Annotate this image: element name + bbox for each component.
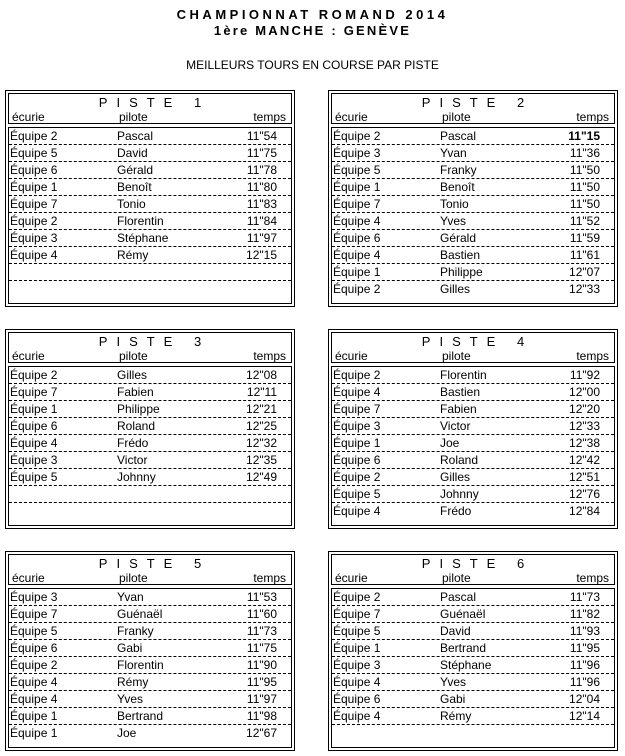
time-cell: 11"82 (569, 607, 600, 621)
table-row (9, 503, 291, 520)
column-driver-header: pilote (442, 110, 471, 124)
time-cell: 12"76 (569, 487, 600, 501)
time-cell: 11"50 (569, 163, 600, 177)
table-row (332, 196, 614, 213)
driver-cell: Bastien (440, 385, 481, 399)
time-cell: 11"80 (246, 180, 277, 194)
team-cell: Équipe 6 (333, 453, 381, 467)
team-cell: Équipe 6 (333, 231, 381, 245)
table-row (332, 213, 614, 230)
table-row (332, 367, 614, 384)
driver-cell: Philippe (440, 265, 483, 279)
team-cell: Équipe 6 (10, 163, 58, 177)
section-title: MEILLEURS TOURS EN COURSE PAR PISTE (186, 58, 439, 72)
team-cell: Équipe 7 (333, 402, 381, 416)
table-row (9, 213, 291, 230)
driver-cell: Joe (117, 726, 137, 740)
driver-cell: Roland (117, 419, 156, 433)
time-cell: 11"95 (246, 675, 277, 689)
piste-panel-2 (328, 90, 618, 307)
driver-cell: Philippe (117, 402, 160, 416)
driver-cell: Pascal (440, 590, 477, 604)
table-row (332, 401, 614, 418)
driver-cell: Florentin (440, 368, 487, 382)
driver-cell: Gabi (440, 692, 466, 706)
driver-cell: Florentin (117, 214, 164, 228)
column-driver-header: pilote (119, 571, 148, 585)
table-row (9, 708, 291, 725)
time-cell: 12"84 (569, 504, 600, 518)
team-cell: Équipe 7 (10, 197, 58, 211)
time-cell: 12"07 (569, 265, 600, 279)
table-row (332, 606, 614, 623)
time-cell: 11"97 (246, 692, 277, 706)
team-cell: Équipe 1 (10, 402, 58, 416)
driver-cell: Gabi (117, 641, 143, 655)
table-row (9, 281, 291, 298)
time-cell: 12"08 (246, 368, 277, 382)
table-row (332, 145, 614, 162)
driver-cell: Rémy (440, 709, 472, 723)
table-row (332, 469, 614, 486)
driver-cell: Bertrand (440, 641, 487, 655)
team-cell: Équipe 2 (10, 658, 58, 672)
driver-cell: Gilles (440, 282, 471, 296)
column-team-header: écurie (335, 349, 368, 363)
team-cell: Équipe 2 (333, 282, 381, 296)
piste-title: PISTE 5 (98, 556, 211, 571)
table-row (332, 179, 614, 196)
time-cell: 12"14 (569, 709, 600, 723)
team-cell: Équipe 2 (333, 470, 381, 484)
table-row (332, 623, 614, 640)
time-cell: 11"75 (246, 146, 277, 160)
page-title: CHAMPIONNAT ROMAND 2014 (176, 7, 449, 22)
team-cell: Équipe 5 (10, 470, 58, 484)
table-row (332, 384, 614, 401)
time-cell: 11"98 (246, 709, 277, 723)
piste-table-body (8, 588, 292, 748)
table-row (332, 486, 614, 503)
table-row (9, 452, 291, 469)
driver-cell: Yvan (440, 146, 467, 160)
time-cell: 12"00 (569, 385, 600, 399)
table-row (9, 691, 291, 708)
driver-cell: Yvan (117, 590, 144, 604)
table-row (332, 691, 614, 708)
column-driver-header: pilote (119, 110, 148, 124)
table-row (332, 162, 614, 179)
driver-cell: Yves (440, 214, 467, 228)
time-cell: 11"52 (569, 214, 600, 228)
time-cell: 11"95 (569, 641, 600, 655)
team-cell: Équipe 7 (333, 607, 381, 621)
column-time-header: temps (576, 349, 609, 363)
piste-table-body (8, 127, 292, 304)
time-cell: 11"75 (246, 641, 277, 655)
time-cell: 11"54 (246, 129, 277, 143)
driver-cell: Johnny (117, 470, 156, 484)
time-cell: 12"21 (246, 402, 277, 416)
driver-cell: Franky (440, 163, 477, 177)
team-cell: Équipe 5 (333, 163, 381, 177)
table-row (332, 435, 614, 452)
table-row (9, 196, 291, 213)
driver-cell: David (440, 624, 471, 638)
table-row (9, 230, 291, 247)
time-cell: 11"97 (246, 231, 277, 245)
driver-cell: David (117, 146, 148, 160)
driver-cell: Gilles (440, 470, 471, 484)
piste-title: PISTE 4 (421, 334, 534, 349)
driver-cell: Fabien (440, 402, 477, 416)
column-team-header: écurie (335, 571, 368, 585)
time-cell: 12"20 (569, 402, 600, 416)
piste-title: PISTE 3 (98, 334, 211, 349)
time-cell: 12"32 (246, 436, 277, 450)
column-time-header: temps (253, 349, 286, 363)
time-cell: 11"92 (569, 368, 600, 382)
team-cell: Équipe 4 (333, 214, 381, 228)
team-cell: Équipe 4 (333, 248, 381, 262)
team-cell: Équipe 4 (333, 504, 381, 518)
team-cell: Équipe 1 (333, 641, 381, 655)
column-driver-header: pilote (442, 571, 471, 585)
team-cell: Équipe 6 (10, 419, 58, 433)
time-cell: 12"49 (246, 470, 277, 484)
driver-cell: Benoît (117, 180, 152, 194)
column-time-header: temps (576, 571, 609, 585)
table-row (332, 418, 614, 435)
table-row (9, 418, 291, 435)
time-cell: 11"50 (569, 197, 600, 211)
time-cell: 11"90 (246, 658, 277, 672)
driver-cell: Stéphane (117, 231, 169, 245)
time-cell: 11"59 (569, 231, 600, 245)
team-cell: Équipe 1 (333, 265, 381, 279)
team-cell: Équipe 1 (10, 180, 58, 194)
table-row (332, 247, 614, 264)
table-row (9, 384, 291, 401)
piste-panel-4 (328, 329, 618, 529)
table-row (9, 606, 291, 623)
time-cell: 12"51 (569, 470, 600, 484)
driver-cell: Yves (117, 692, 144, 706)
driver-cell: Guénaël (440, 607, 486, 621)
piste-title: PISTE 1 (98, 95, 211, 110)
time-cell: 11"53 (246, 590, 277, 604)
driver-cell: Victor (117, 453, 148, 467)
column-driver-header: pilote (119, 349, 148, 363)
team-cell: Équipe 3 (10, 590, 58, 604)
piste-panel-5 (5, 551, 295, 751)
driver-cell: Guénaël (117, 607, 163, 621)
table-row (9, 486, 291, 503)
driver-cell: Stéphane (440, 658, 492, 672)
team-cell: Équipe 5 (333, 487, 381, 501)
driver-cell: Tonio (117, 197, 146, 211)
team-cell: Équipe 3 (333, 146, 381, 160)
piste-panel-6 (328, 551, 618, 751)
driver-cell: Pascal (440, 129, 477, 143)
driver-cell: Frédo (117, 436, 149, 450)
table-row (332, 281, 614, 298)
time-cell: 12"38 (569, 436, 600, 450)
driver-cell: Benoît (440, 180, 475, 194)
table-row (332, 503, 614, 520)
page-subtitle: 1ère MANCHE : GENÈVE (213, 23, 412, 38)
table-row (9, 264, 291, 281)
driver-cell: Gérald (440, 231, 477, 245)
time-cell: 11"96 (569, 658, 600, 672)
driver-cell: Bertrand (117, 709, 164, 723)
time-cell: 11"84 (246, 214, 277, 228)
column-team-header: écurie (12, 349, 45, 363)
team-cell: Équipe 2 (10, 368, 58, 382)
team-cell: Équipe 1 (10, 709, 58, 723)
piste-panel-3 (5, 329, 295, 529)
team-cell: Équipe 5 (10, 146, 58, 160)
team-cell: Équipe 4 (10, 692, 58, 706)
team-cell: Équipe 1 (333, 436, 381, 450)
piste-header (8, 93, 292, 124)
team-cell: Équipe 2 (10, 129, 58, 143)
driver-cell: Yves (440, 675, 467, 689)
table-row (332, 674, 614, 691)
driver-cell: Frédo (440, 504, 472, 518)
team-cell: Équipe 7 (10, 385, 58, 399)
table-row (332, 264, 614, 281)
team-cell: Équipe 2 (10, 214, 58, 228)
team-cell: Équipe 3 (10, 231, 58, 245)
team-cell: Équipe 2 (333, 129, 381, 143)
column-team-header: écurie (12, 571, 45, 585)
table-row (9, 623, 291, 640)
table-row (332, 725, 614, 742)
team-cell: Équipe 6 (10, 641, 58, 655)
piste-title: PISTE 6 (421, 556, 534, 571)
time-cell: 11"50 (569, 180, 600, 194)
table-row (9, 469, 291, 486)
table-row (9, 657, 291, 674)
column-team-header: écurie (335, 110, 368, 124)
table-row (9, 367, 291, 384)
table-row (332, 128, 614, 145)
driver-cell: Rémy (117, 248, 149, 262)
column-team-header: écurie (12, 110, 45, 124)
team-cell: Équipe 5 (10, 624, 58, 638)
team-cell: Équipe 3 (333, 658, 381, 672)
time-cell: 12"04 (569, 692, 600, 706)
team-cell: Équipe 5 (333, 624, 381, 638)
team-cell: Équipe 1 (333, 180, 381, 194)
team-cell: Équipe 3 (10, 453, 58, 467)
table-row (9, 725, 291, 742)
piste-table-body (331, 127, 615, 304)
table-row (332, 657, 614, 674)
table-row (9, 145, 291, 162)
driver-cell: Pascal (117, 129, 154, 143)
table-row (9, 401, 291, 418)
piste-table-body (331, 366, 615, 526)
driver-cell: Franky (117, 624, 154, 638)
table-row (332, 708, 614, 725)
table-row (332, 589, 614, 606)
table-row (9, 589, 291, 606)
piste-header (331, 332, 615, 363)
team-cell: Équipe 2 (333, 590, 381, 604)
driver-cell: Johnny (440, 487, 479, 501)
piste-title: PISTE 2 (421, 95, 534, 110)
time-cell: 12"33 (569, 419, 600, 433)
team-cell: Équipe 3 (333, 419, 381, 433)
team-cell: Équipe 7 (333, 197, 381, 211)
team-cell: Équipe 2 (333, 368, 381, 382)
driver-cell: Fabien (117, 385, 154, 399)
driver-cell: Florentin (117, 658, 164, 672)
column-time-header: temps (253, 571, 286, 585)
table-row (9, 435, 291, 452)
column-time-header: temps (253, 110, 286, 124)
table-row (9, 247, 291, 264)
time-cell: 11"83 (246, 197, 277, 211)
table-row (9, 640, 291, 657)
driver-cell: Victor (440, 419, 471, 433)
time-cell: 11"73 (569, 590, 600, 604)
time-cell: 11"36 (569, 146, 600, 160)
column-time-header: temps (576, 110, 609, 124)
piste-header (331, 554, 615, 585)
table-row (332, 640, 614, 657)
piste-table-body (331, 588, 615, 748)
piste-header (331, 93, 615, 124)
time-cell: 11"73 (246, 624, 277, 638)
team-cell: Équipe 1 (10, 726, 58, 740)
column-driver-header: pilote (442, 349, 471, 363)
team-cell: Équipe 4 (10, 248, 58, 262)
time-cell: 12"33 (569, 282, 600, 296)
piste-table-body (8, 366, 292, 526)
team-cell: Équipe 4 (10, 675, 58, 689)
time-cell: 12"25 (246, 419, 277, 433)
table-row (332, 452, 614, 469)
time-cell: 11"15 (568, 129, 600, 143)
team-cell: Équipe 4 (333, 709, 381, 723)
piste-header (8, 554, 292, 585)
table-row (9, 162, 291, 179)
time-cell: 12"35 (246, 453, 277, 467)
table-row (9, 179, 291, 196)
team-cell: Équipe 7 (10, 607, 58, 621)
piste-header (8, 332, 292, 363)
time-cell: 11"60 (246, 607, 277, 621)
driver-cell: Tonio (440, 197, 469, 211)
team-cell: Équipe 4 (333, 385, 381, 399)
driver-cell: Gérald (117, 163, 154, 177)
time-cell: 12"11 (246, 385, 277, 399)
table-row (9, 128, 291, 145)
piste-panel-1 (5, 90, 295, 307)
time-cell: 11"96 (569, 675, 600, 689)
driver-cell: Gilles (117, 368, 148, 382)
time-cell: 12"15 (246, 248, 277, 262)
table-row (9, 674, 291, 691)
driver-cell: Joe (440, 436, 460, 450)
time-cell: 11"61 (569, 248, 600, 262)
table-row (332, 230, 614, 247)
driver-cell: Roland (440, 453, 479, 467)
driver-cell: Rémy (117, 675, 149, 689)
driver-cell: Bastien (440, 248, 481, 262)
team-cell: Équipe 6 (333, 692, 381, 706)
team-cell: Équipe 4 (10, 436, 58, 450)
time-cell: 12"42 (569, 453, 600, 467)
time-cell: 12"67 (246, 726, 277, 740)
time-cell: 11"93 (569, 624, 600, 638)
team-cell: Équipe 4 (333, 675, 381, 689)
time-cell: 11"78 (246, 163, 277, 177)
